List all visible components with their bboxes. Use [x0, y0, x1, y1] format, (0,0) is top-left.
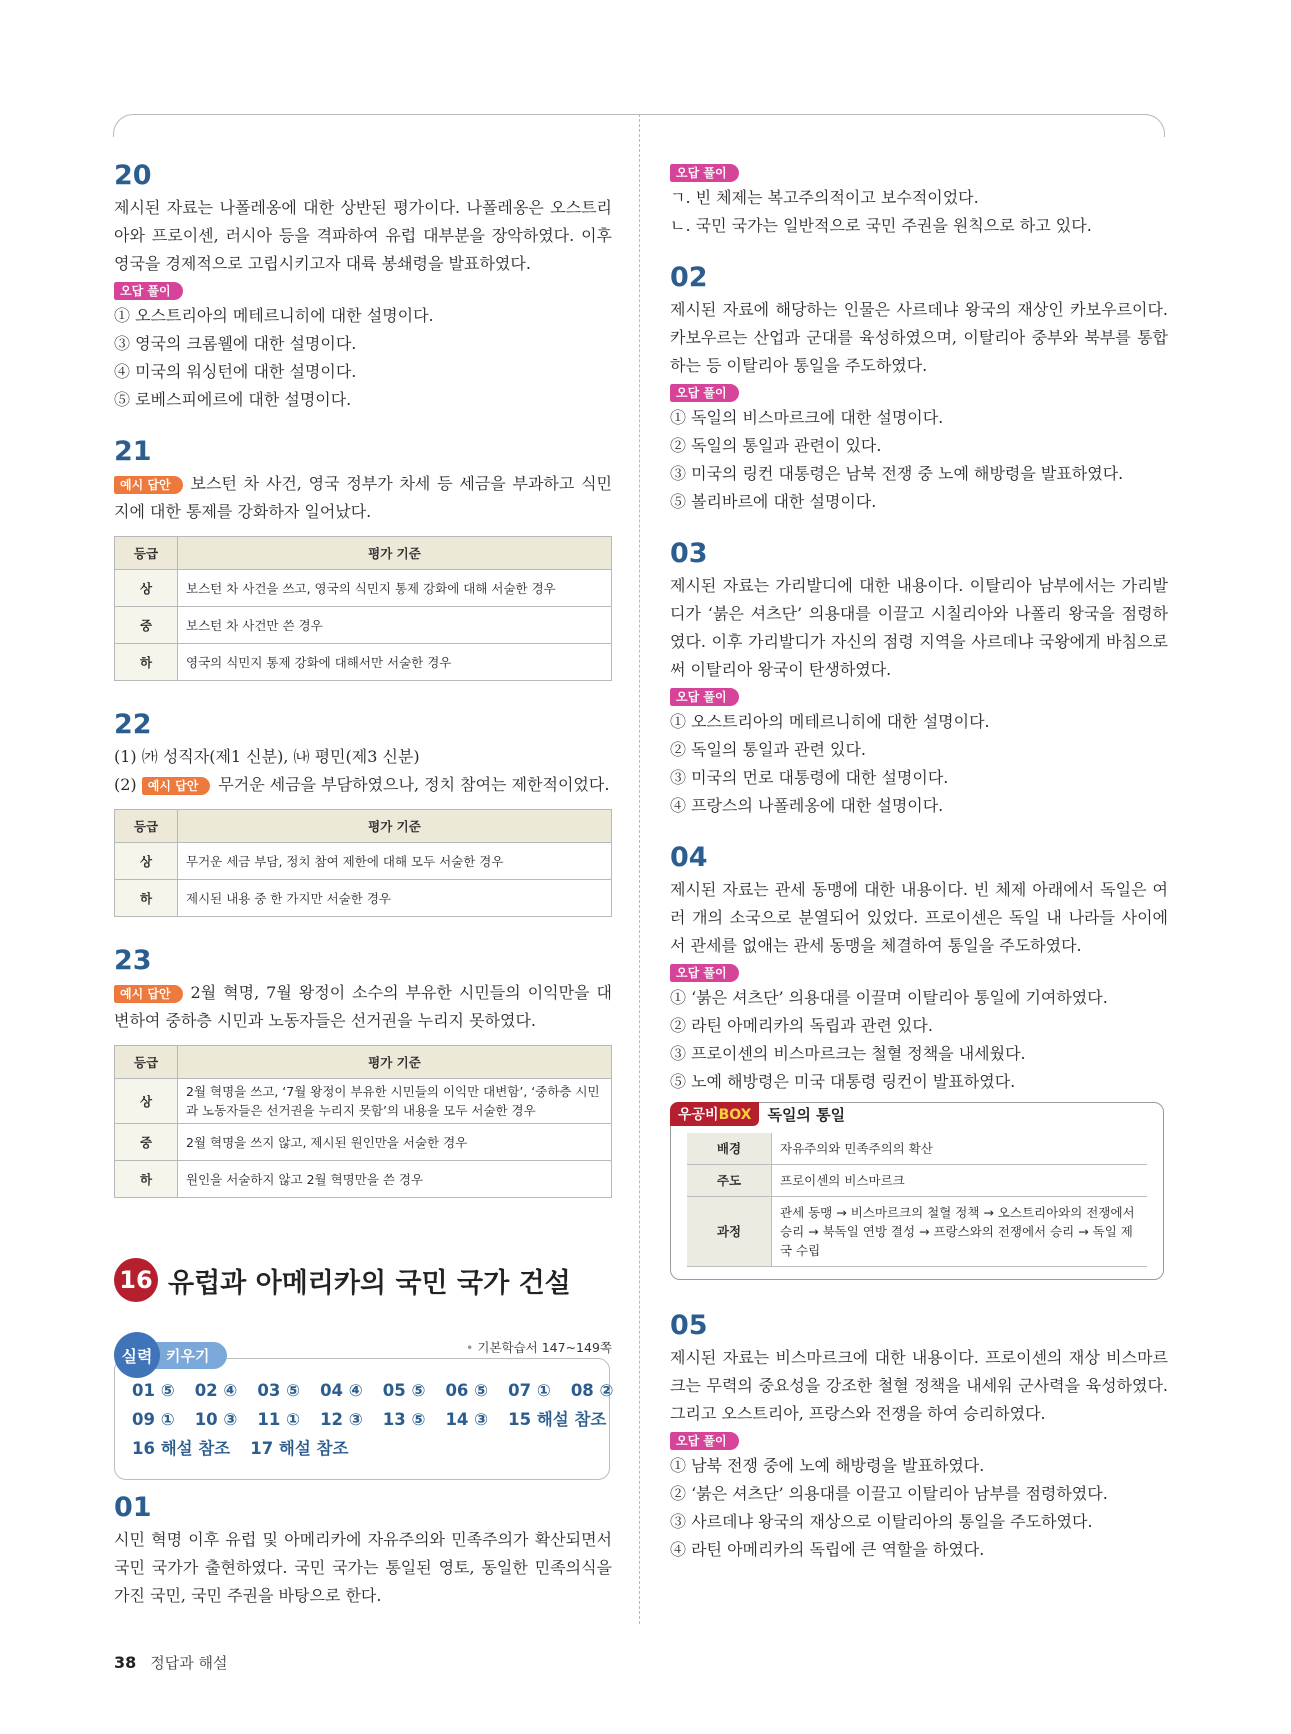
- option-note: ③ 미국의 먼로 대통령에 대한 설명이다.: [670, 768, 949, 787]
- option-note: ④ 라틴 아메리카의 독립에 큰 역할을 하였다.: [670, 1540, 985, 1559]
- option-note: ① 남북 전쟁 중에 노예 해방령을 발표하였다.: [670, 1456, 985, 1475]
- explanation: 제시된 자료에 해당하는 인물은 사르데냐 왕국의 재상인 카보우르이다. 카보우르는 산업과 군대를 육성하였으며, 이탈리아 중부와 북부를 통합하는 등 이탈리아 통일을 주도하였다.: [670, 300, 1168, 375]
- answer-key-item: 11 ①: [257, 1410, 301, 1429]
- answer-key-item: 14 ③: [445, 1410, 489, 1429]
- box-key: 배경: [687, 1133, 772, 1165]
- question-number: 01: [114, 1492, 152, 1523]
- grade-cell: 하: [115, 644, 178, 681]
- question-number: 03: [670, 538, 708, 569]
- option-note: ③ 사르데냐 왕국의 재상으로 이탈리아의 통일을 주도하였다.: [670, 1512, 1093, 1531]
- grade-cell: 상: [115, 570, 178, 607]
- grading-table: [114, 1045, 612, 1198]
- answer-line-1: (1) ㈎ 성직자(제1 신분), ㈏ 평민(제3 신분): [114, 747, 420, 766]
- question-22: [114, 709, 612, 917]
- option-note: ㄴ. 국민 국가는 일반적으로 국민 주권을 원칙으로 하고 있다.: [670, 216, 1092, 235]
- option-note: ㄱ. 빈 체제는 복고주의적이고 보수적이었다.: [670, 188, 979, 207]
- sample-answer-badge: 예시 답안: [114, 985, 183, 1003]
- box-tag: 우공비BOX: [670, 1102, 759, 1126]
- question-21: [114, 436, 612, 681]
- option-note: ⑤ 노예 해방령은 미국 대통령 링컨이 발표하였다.: [670, 1072, 1016, 1091]
- answer-key-item: 16 해설 참조: [132, 1439, 231, 1458]
- page-frame-left: [113, 114, 639, 137]
- wrong-answer-badge: 오답 풀이: [670, 964, 739, 982]
- option-note: ② 독일의 통일과 관련이 있다.: [670, 436, 882, 455]
- answer-key-item: 06 ⑤: [445, 1381, 489, 1400]
- grade-cell: 하: [115, 1161, 178, 1198]
- grade-cell: 상: [115, 843, 178, 880]
- column-divider: [639, 114, 640, 1624]
- grade-cell: 하: [115, 880, 178, 917]
- answer-01-continued: [670, 162, 1168, 240]
- grade-cell: 중: [115, 1124, 178, 1161]
- option-note: ② ‘붉은 셔츠단’ 의용대를 이끌고 이탈리아 남부를 점령하였다.: [670, 1484, 1108, 1503]
- textbook-reference: • 기본학습서 147~149쪽: [466, 1338, 612, 1356]
- page-frame-right: [640, 114, 1165, 137]
- answer-04: [670, 842, 1168, 1096]
- page-footer: [114, 1652, 227, 1673]
- criteria-header: 평가 기준: [178, 810, 612, 843]
- answer-key-item: 15 해설 참조: [508, 1410, 607, 1429]
- question-20: [114, 160, 612, 414]
- footer-label: 정답과 해설: [150, 1654, 228, 1672]
- wrong-answer-badge: 오답 풀이: [670, 164, 739, 182]
- wrong-answer-badge: 오답 풀이: [670, 688, 739, 706]
- criteria-header: 평가 기준: [178, 537, 612, 570]
- option-note: ① ‘붉은 셔츠단’ 의용대를 이끌며 이탈리아 통일에 기여하였다.: [670, 988, 1108, 1007]
- answer-key-item: 17 해설 참조: [250, 1439, 349, 1458]
- option-note: ③ 영국의 크롬웰에 대한 설명이다.: [114, 334, 357, 353]
- box-value: 프로이센의 비스마르크: [772, 1165, 1148, 1197]
- answer-key-item: 13 ⑤: [382, 1410, 426, 1429]
- grading-table: [114, 536, 612, 681]
- question-number: 21: [114, 436, 152, 467]
- answer-key: [132, 1376, 614, 1463]
- sample-answer: 2월 혁명, 7월 왕정이 소수의 부유한 시민들의 이익만을 대변하여 중하층 시민과 노동자들은 선거권을 누리지 못하였다.: [114, 983, 612, 1030]
- box-value: 관세 동맹 → 비스마르크의 철혈 정책 → 오스트리아와의 전쟁에서 승리 → 북독일 연방 결성 → 프랑스와의 전쟁에서 승리 → 독일 제국 수립: [772, 1197, 1148, 1267]
- criteria-cell: 영국의 식민지 통제 강화에 대해서만 서술한 경우: [178, 644, 612, 681]
- section-number: 16: [114, 1258, 158, 1302]
- box-key: 과정: [687, 1197, 772, 1267]
- grade-cell: 상: [115, 1079, 178, 1124]
- criteria-cell: 2월 혁명을 쓰지 않고, 제시된 원인만을 서술한 경우: [178, 1124, 612, 1161]
- option-note: ② 라틴 아메리카의 독립과 관련 있다.: [670, 1016, 933, 1035]
- answer-key-item: 01 ⑤: [132, 1381, 175, 1400]
- wrong-answer-badge: 오답 풀이: [670, 1432, 739, 1450]
- sample-answer-badge: 예시 답안: [114, 476, 183, 494]
- answer-02: [670, 262, 1168, 516]
- criteria-cell: 보스턴 차 사건을 쓰고, 영국의 식민지 통제 강화에 대해 서술한 경우: [178, 570, 612, 607]
- answer-key-item: 04 ④: [320, 1381, 363, 1400]
- option-note: ④ 프랑스의 나폴레옹에 대한 설명이다.: [670, 796, 944, 815]
- skill-builder: [114, 1328, 612, 1484]
- box-table: [687, 1133, 1147, 1267]
- grade-header: 등급: [115, 537, 178, 570]
- skill-label: 키우기: [152, 1342, 227, 1369]
- answer-key-item: 12 ③: [320, 1410, 363, 1429]
- question-number: 20: [114, 160, 152, 191]
- explanation: 제시된 자료는 관세 동맹에 대한 내용이다. 빈 체제 아래에서 독일은 여러 개의 소국으로 분열되어 있었다. 프로이센은 독일 내 나라들 사이에서 관세를 없애는 관세 동맹을 체결하여 통일을 주도하였다.: [670, 880, 1168, 955]
- sample-answer: 무거운 세금을 부담하였으나, 정치 참여는 제한적이었다.: [218, 775, 610, 794]
- question-23: [114, 945, 612, 1198]
- option-note: ③ 미국의 링컨 대통령은 남북 전쟁 중 노예 해방령을 발표하였다.: [670, 464, 1124, 483]
- criteria-cell: 무거운 세금 부담, 정치 참여 제한에 대해 모두 서술한 경우: [178, 843, 612, 880]
- grading-table: [114, 809, 612, 917]
- answer-key-item: 09 ①: [132, 1410, 175, 1429]
- option-note: ① 독일의 비스마르크에 대한 설명이다.: [670, 408, 944, 427]
- section-heading: [114, 1258, 612, 1302]
- wrong-answer-badge: 오답 풀이: [670, 384, 739, 402]
- wrong-answer-badge: 오답 풀이: [114, 282, 183, 300]
- box-value: 자유주의와 민족주의의 확산: [772, 1133, 1148, 1165]
- criteria-cell: 원인을 서술하지 않고 2월 혁명만을 쓴 경우: [178, 1161, 612, 1198]
- page-number: 38: [114, 1653, 137, 1672]
- explanation: 제시된 자료는 나폴레옹에 대한 상반된 평가이다. 나폴레옹은 오스트리아와 프로이센, 러시아 등을 격파하여 유럽 대부분을 장악하였다. 이후 영국을 경제적으로 고립시키고자 대륙 봉쇄령을 발표하였다.: [114, 198, 612, 273]
- question-number: 22: [114, 709, 152, 740]
- answer-key-item: 02 ④: [194, 1381, 238, 1400]
- answer-prefix: (2): [114, 775, 137, 794]
- option-note: ① 오스트리아의 메테르니히에 대한 설명이다.: [114, 306, 434, 325]
- question-number: 04: [670, 842, 708, 873]
- question-number: 02: [670, 262, 708, 293]
- criteria-header: 평가 기준: [178, 1046, 612, 1079]
- question-number: 23: [114, 945, 152, 976]
- option-note: ① 오스트리아의 메테르니히에 대한 설명이다.: [670, 712, 990, 731]
- skill-circle: 실력: [114, 1332, 160, 1378]
- sample-answer-badge: 예시 답안: [142, 777, 211, 795]
- option-note: ⑤ 볼리바르에 대한 설명이다.: [670, 492, 877, 511]
- option-note: ③ 프로이센의 비스마르크는 철혈 정책을 내세웠다.: [670, 1044, 1026, 1063]
- grade-header: 등급: [115, 1046, 178, 1079]
- grade-header: 등급: [115, 810, 178, 843]
- answer-key-item: 10 ③: [194, 1410, 238, 1429]
- explanation: 제시된 자료는 비스마르크에 대한 내용이다. 프로이센의 재상 비스마르크는 무력의 중요성을 강조한 철혈 정책을 내세워 군사력을 육성하였다. 그리고 오스트리아, 프랑스와 전쟁을 하여 승리하였다.: [670, 1348, 1168, 1423]
- option-note: ④ 미국의 워싱턴에 대한 설명이다.: [114, 362, 357, 381]
- answer-key-item: 08 ②: [570, 1381, 614, 1400]
- criteria-cell: 제시된 내용 중 한 가지만 서술한 경우: [178, 880, 612, 917]
- section-title: 유럽과 아메리카의 국민 국가 건설: [168, 1267, 571, 1299]
- explanation: 제시된 자료는 가리발디에 대한 내용이다. 이탈리아 남부에서는 가리발디가 ‘붉은 셔츠단’ 의용대를 이끌고 시칠리아와 나폴리 왕국을 점령하였다. 이후 가리발디가 자신의 점령 지역을 사르데냐 국왕에게 바침으로써 이탈리아 왕국이 탄생하였다.: [670, 576, 1168, 679]
- option-note: ② 독일의 통일과 관련 있다.: [670, 740, 866, 759]
- answer-01: [114, 1492, 612, 1610]
- answer-03: [670, 538, 1168, 820]
- right-column: [670, 160, 1168, 1564]
- box-title: 독일의 통일: [767, 1105, 846, 1124]
- explanation: 시민 혁명 이후 유럽 및 아메리카에 자유주의와 민족주의가 확산되면서 국민 국가가 출현하였다. 국민 국가는 통일된 영토, 동일한 민족의식을 가진 국민, 국민 주권을 바탕으로 한다.: [114, 1530, 612, 1605]
- question-number: 05: [670, 1310, 708, 1341]
- answer-key-item: 03 ⑤: [257, 1381, 301, 1400]
- grade-cell: 중: [115, 607, 178, 644]
- left-column: [114, 160, 612, 1610]
- box-key: 주도: [687, 1165, 772, 1197]
- criteria-cell: 2월 혁명을 쓰고, ‘7월 왕정이 부유한 시민들의 이익만 대변함’, ‘중하층 시민과 노동자들은 선거권을 누리지 못함’의 내용을 모두 서술한 경우: [178, 1079, 612, 1124]
- answer-key-item: 05 ⑤: [382, 1381, 426, 1400]
- answer-key-item: 07 ①: [508, 1381, 551, 1400]
- sample-answer: 보스턴 차 사건, 영국 정부가 차세 등 세금을 부과하고 식민지에 대한 통제를 강화하자 일어났다.: [114, 474, 612, 521]
- info-box: [670, 1102, 1164, 1280]
- answer-05: [670, 1310, 1168, 1564]
- option-note: ⑤ 로베스피에르에 대한 설명이다.: [114, 390, 352, 409]
- criteria-cell: 보스턴 차 사건만 쓴 경우: [178, 607, 612, 644]
